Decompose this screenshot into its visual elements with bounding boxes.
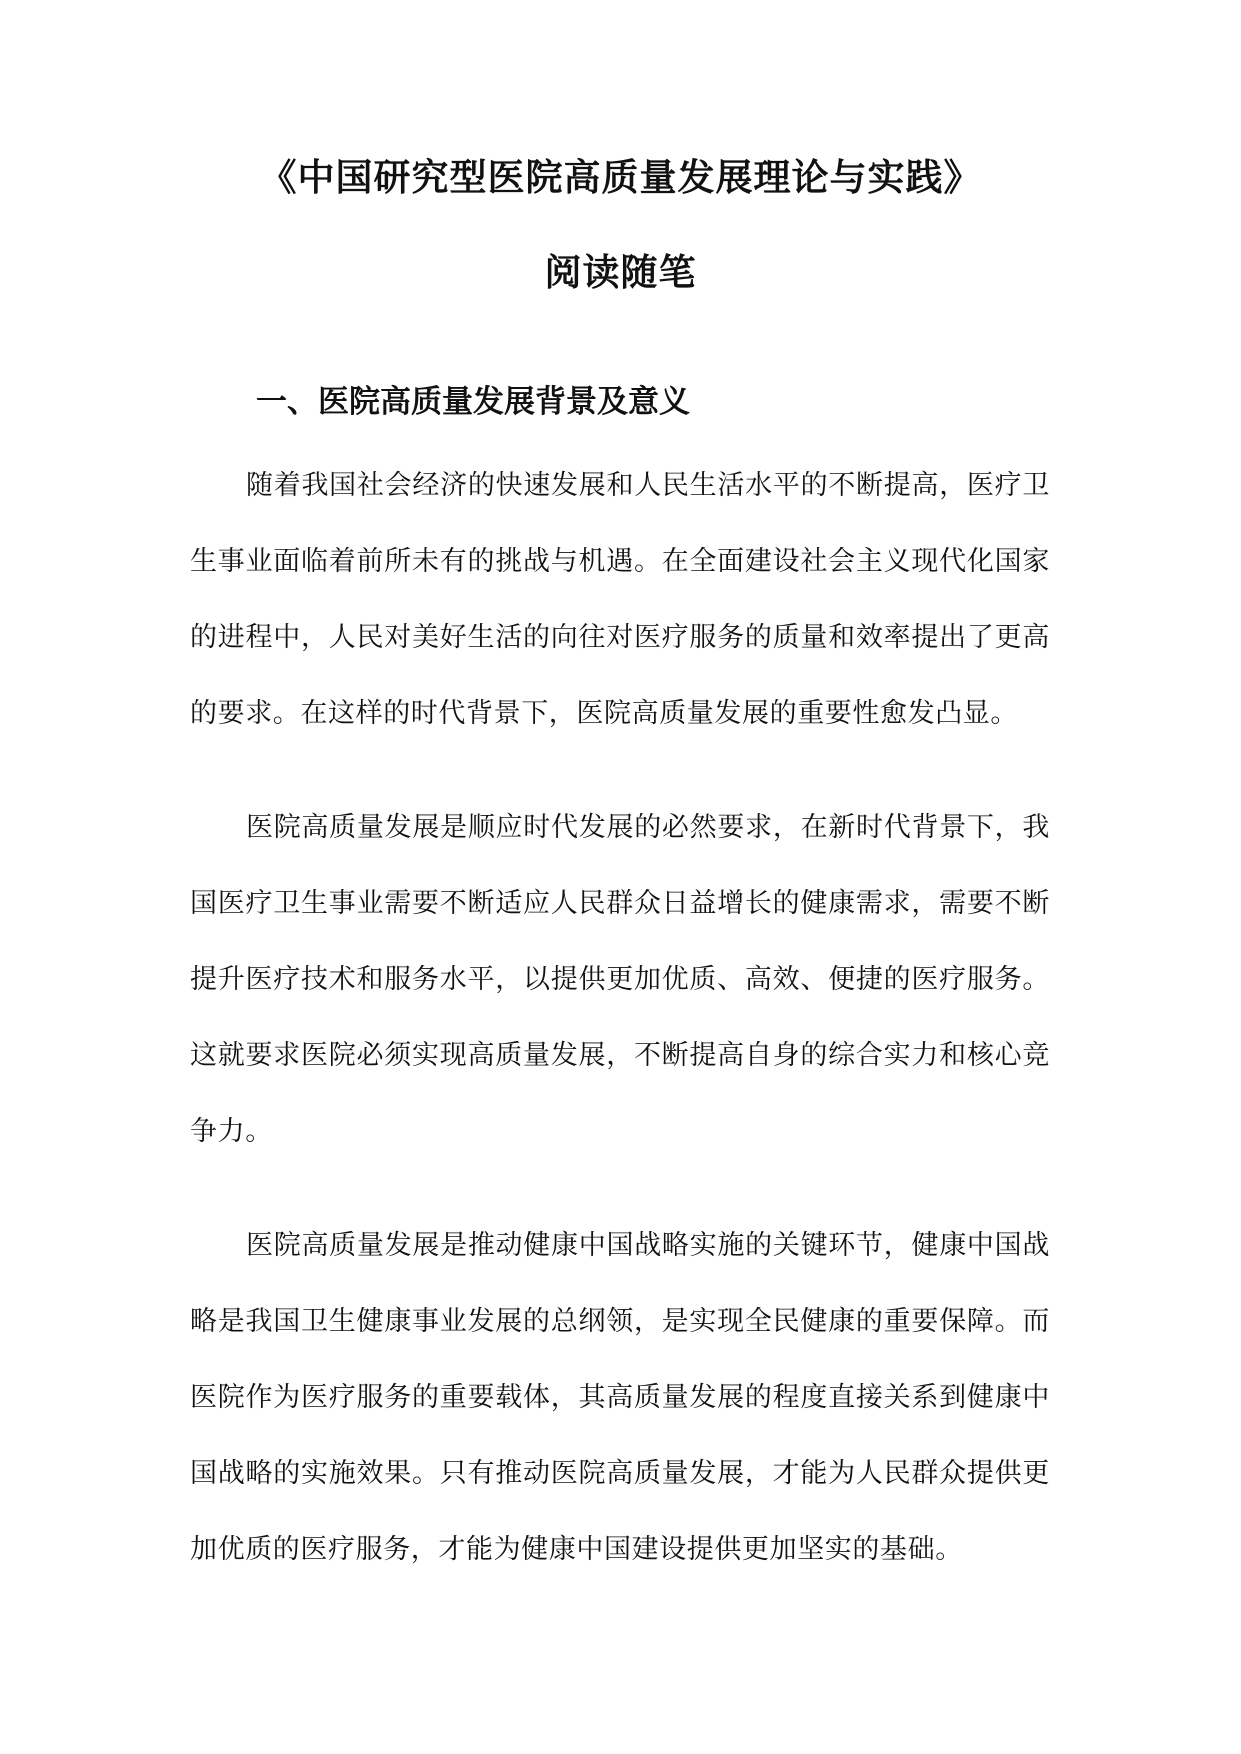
paragraph: 医院高质量发展是推动健康中国战略实施的关键环节，健康中国战略是我国卫生健康事业发展的总纲领，是实现全民健康的重要保障。而医院作为医疗服务的重要载体，其高质量发展的程度直接关系到健康中国战略的实施效果。只有推动医院高质量发展，才能为人民群众提供更加优质的医疗服务，才能为健康中国建设提供更加坚实的基础。 [190,1230,1050,1565]
section-heading: 一、医院高质量发展背景及意义 [256,384,690,420]
document-title: 《中国研究型医院高质量发展理论与实践》 [259,155,982,199]
document-subtitle: 阅读随笔 [544,250,697,294]
paragraph: 随着我国社会经济的快速发展和人民生活水平的不断提高，医疗卫生事业面临着前所未有的挑战与机遇。在全面建设社会主义现代化国家的进程中，人民对美好生活的向往对医疗服务的质量和效率提出了更高的要求。在这样的时代背景下，医院高质量发展的重要性愈发凸显。 [190,470,1050,729]
paragraph: 医院高质量发展是顺应时代发展的必然要求，在新时代背景下，我国医疗卫生事业需要不断适应人民群众日益增长的健康需求，需要不断提升医疗技术和服务水平，以提供更加优质、高效、便捷的医疗服务。这就要求医院必须实现高质量发展，不断提高自身的综合实力和核心竞争力。 [190,812,1050,1147]
